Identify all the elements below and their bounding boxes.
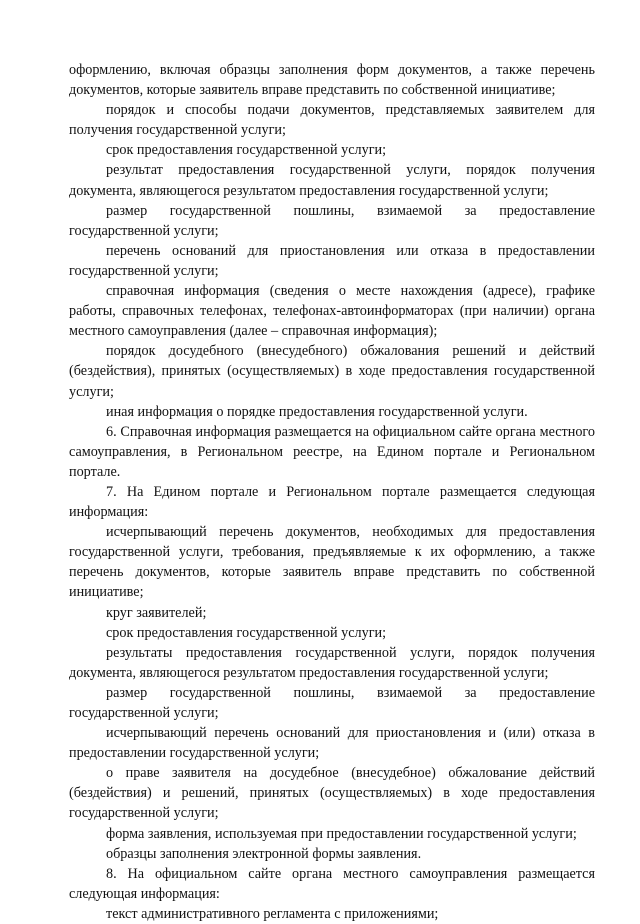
- paragraph: срок предоставления государственной услуги;: [106, 142, 387, 159]
- paragraph: справочная информация (сведения о месте нахождения (адресе), графике работы, справочных телефонах, телефонах-автоинформаторах (при наличии) органа местного самоуправления (далее – справочная информация);: [69, 283, 595, 340]
- paragraph: исчерпывающий перечень оснований для приостановления и (или) отказа в предоставлении государственной услуги;: [69, 725, 595, 762]
- paragraph: результат предоставления государственной услуги, порядок получения документа, являющегося результатом предоставления государственной услуги;: [69, 162, 595, 199]
- paragraph: круг заявителей;: [106, 604, 207, 621]
- paragraph-section-8: 8. На официальном сайте органа местного самоуправления размещается следующая информация:: [69, 865, 595, 902]
- paragraph: текст административного регламента с приложениями;: [106, 905, 439, 922]
- paragraph: образцы заполнения электронной формы заявления.: [106, 845, 422, 862]
- paragraph: размер государственной пошлины, взимаемой за предоставление государственной услуги;: [69, 684, 595, 721]
- paragraph: форма заявления, используемая при предоставлении государственной услуги;: [106, 825, 577, 842]
- paragraph: результаты предоставления государственной услуги, порядок получения документа, являющегося результатом предоставления государственной услуги;: [69, 644, 595, 681]
- paragraph: о праве заявителя на досудебное (внесудебное) обжалование действий (бездействия) и решений, принятых (осуществляемых) в ходе предоставления государственной услуги;: [69, 765, 595, 822]
- paragraph: срок предоставления государственной услуги;: [106, 624, 387, 641]
- document-page: [69, 60, 595, 924]
- paragraph: порядок досудебного (внесудебного) обжалования решений и действий (бездействия), принятых (осуществляемых) в ходе предоставления государственной услуги;: [69, 343, 595, 400]
- paragraph-section-6: 6. Справочная информация размещается на официальном сайте органа местного самоуправления, в Региональном реестре, на Едином портале и Региональном портале.: [69, 423, 595, 480]
- paragraph-section-7: 7. На Едином портале и Региональном портале размещается следующая информация:: [69, 483, 595, 521]
- paragraph: иная информация о порядке предоставления государственной услуги.: [106, 403, 528, 420]
- paragraph: исчерпывающий перечень документов, необходимых для предоставления государственной услуги, требования, предъявляемые к их оформлению, а также перечень документов, которые заявитель вправе представить по собственной инициативе;: [69, 524, 595, 601]
- paragraph: порядок и способы подачи документов, представляемых заявителем для получения государственной услуги;: [69, 102, 595, 139]
- paragraph: размер государственной пошлины, взимаемой за предоставление государственной услуги;: [69, 202, 595, 239]
- paragraph-continuation: оформлению, включая образцы заполнения форм документов, а также перечень документов, которые заявитель вправе представить по собственной инициативе;: [69, 62, 595, 99]
- paragraph: перечень оснований для приостановления или отказа в предоставлении государственной услуги;: [69, 242, 595, 279]
